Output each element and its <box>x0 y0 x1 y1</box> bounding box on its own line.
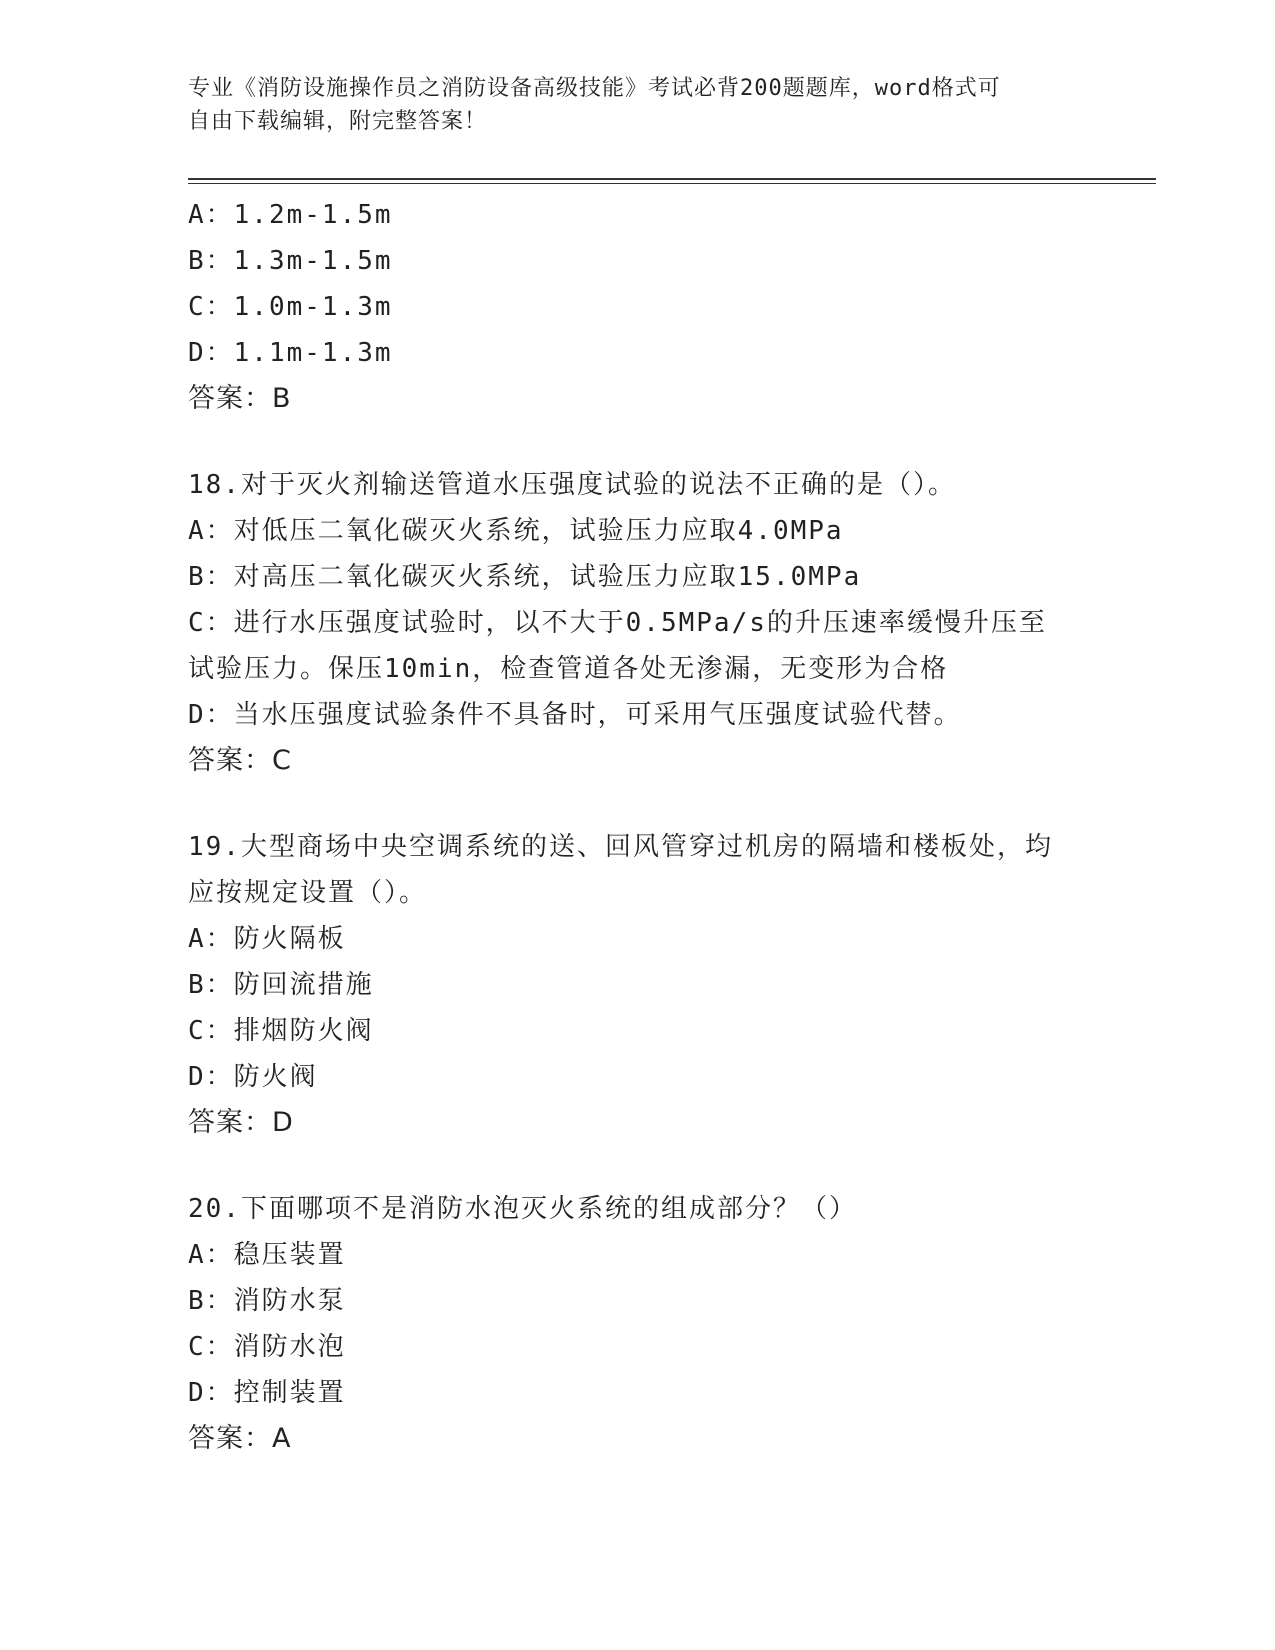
answer: 答案：B <box>188 383 292 414</box>
option-c-continued: 试验压力。保压10min，检查管道各处无渗漏，无变形为合格 <box>188 654 949 684</box>
question-20 <box>188 1186 1088 1462</box>
header-divider <box>188 178 1156 184</box>
question-17 <box>188 192 1088 422</box>
option-b: B：对高压二氧化碳灭火系统，试验压力应取15.0MPa <box>188 562 862 592</box>
question-19 <box>188 824 1088 1146</box>
document-header <box>188 72 1068 138</box>
answer: 答案：D <box>188 1107 294 1138</box>
header-line-1: 专业《消防设施操作员之消防设备高级技能》考试必背200题题库，word格式可 <box>188 76 1001 101</box>
option-a: A：稳压装置 <box>188 1240 346 1270</box>
answer: 答案：A <box>188 1423 292 1454</box>
option-b: B：防回流措施 <box>188 970 374 1000</box>
question-list <box>188 192 1088 1462</box>
option-b: B：消防水泵 <box>188 1286 346 1316</box>
option-b: B：1.3m-1.5m <box>188 246 393 276</box>
option-c: C：排烟防火阀 <box>188 1016 374 1046</box>
option-a: A：1.2m-1.5m <box>188 200 393 230</box>
answer: 答案：C <box>188 745 292 776</box>
question-stem: 18.对于灭火剂输送管道水压强度试验的说法不正确的是（）。 <box>188 470 956 500</box>
option-c: C：1.0m-1.3m <box>188 292 393 322</box>
option-d: D：防火阀 <box>188 1062 318 1092</box>
question-stem: 19.大型商场中央空调系统的送、回风管穿过机房的隔墙和楼板处，均 <box>188 832 1053 862</box>
header-line-2: 自由下载编辑，附完整答案！ <box>188 109 488 134</box>
question-18 <box>188 462 1088 784</box>
option-d: D：1.1m-1.3m <box>188 338 393 368</box>
option-c: C：进行水压强度试验时，以不大于0.5MPa/s的升压速率缓慢升压至 <box>188 608 1047 638</box>
question-stem: 20.下面哪项不是消防水泡灭火系统的组成部分？（） <box>188 1194 857 1224</box>
option-a: A：对低压二氧化碳灭火系统，试验压力应取4.0MPa <box>188 516 844 546</box>
option-a: A：防火隔板 <box>188 924 346 954</box>
option-d: D：控制装置 <box>188 1378 346 1408</box>
question-stem-continued: 应按规定设置（）。 <box>188 878 428 908</box>
option-c: C：消防水泡 <box>188 1332 346 1362</box>
option-d: D：当水压强度试验条件不具备时，可采用气压强度试验代替。 <box>188 700 962 730</box>
